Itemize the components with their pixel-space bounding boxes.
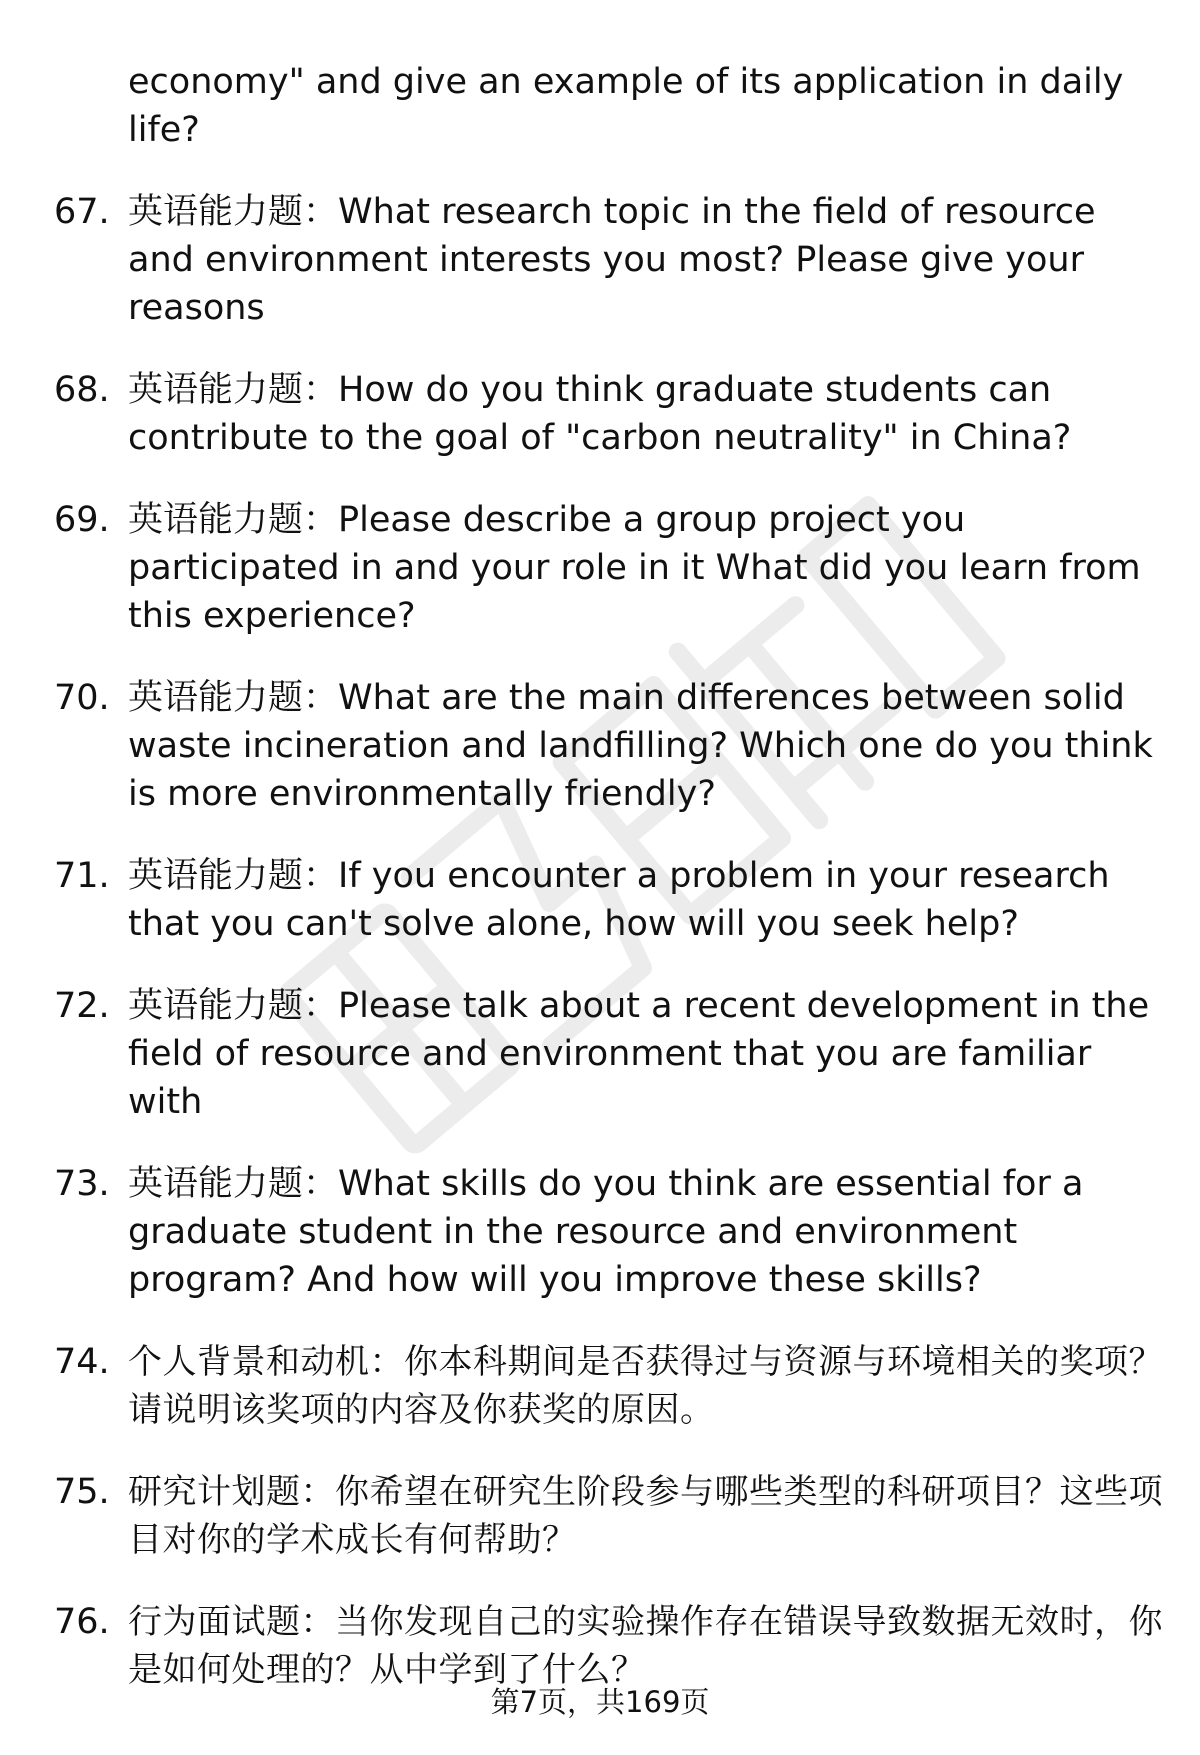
question-list [0,188,1200,1728]
question-item-75 [0,1468,1163,1564]
question-item-69 [0,496,1163,640]
question-number: 67. [54,192,110,232]
question-number: 69. [54,500,110,540]
question-item-74 [0,1338,1163,1434]
question-number: 72. [54,986,110,1026]
continuation-text: economy" and give an example of its application in daily life? [128,62,1124,150]
page-indicator: 第7页，共169页 [490,1685,710,1719]
question-text: 英语能力题：Please talk about a recent development in the field of resource and environment that you are familiar with [128,986,1150,1122]
question-text: 英语能力题：What skills do you think are essential for a graduate student in the resource and environment program? And how will you improve these skills? [128,1164,1084,1300]
question-item-71 [0,852,1163,948]
question-number: 73. [54,1164,110,1204]
question-number: 71. [54,856,110,896]
question-item-70 [0,674,1163,818]
question-text: 行为面试题：当你发现自己的实验操作存在错误导致数据无效时，你是如何处理的？从中学到了什么？ [128,1602,1163,1690]
question-text: 英语能力题：If you encounter a problem in your research that you can't solve alone, how will you seek help? [128,856,1110,944]
question-text: 英语能力题：How do you think graduate students can contribute to the goal of "carbon neutrality" in China? [128,370,1072,458]
question-text: 英语能力题：What are the main differences between solid waste incineration and landfilling? Which one do you think is more environmentally friendly? [128,678,1153,814]
question-number: 70. [54,678,110,718]
question-text: 个人背景和动机：你本科期间是否获得过与资源与环境相关的奖项？请说明该奖项的内容及你获奖的原因。 [128,1342,1163,1430]
question-text: 英语能力题：What research topic in the field of resource and environment interests you most? Please give your reasons [128,192,1096,328]
question-item-67 [0,188,1163,332]
question-number: 68. [54,370,110,410]
question-number: 74. [54,1342,110,1382]
question-text: 研究计划题：你希望在研究生阶段参与哪些类型的科研项目？这些项目对你的学术成长有何帮助？ [128,1472,1163,1560]
question-item-76 [0,1598,1163,1694]
question-item-73 [0,1160,1163,1304]
question-number: 75. [54,1472,110,1512]
question-item-68 [0,366,1163,462]
question-number: 76. [54,1602,110,1642]
question-text: 英语能力题：Please describe a group project you participated in and your role in it What did you learn from this experience? [128,500,1141,636]
question-item-72 [0,982,1163,1126]
